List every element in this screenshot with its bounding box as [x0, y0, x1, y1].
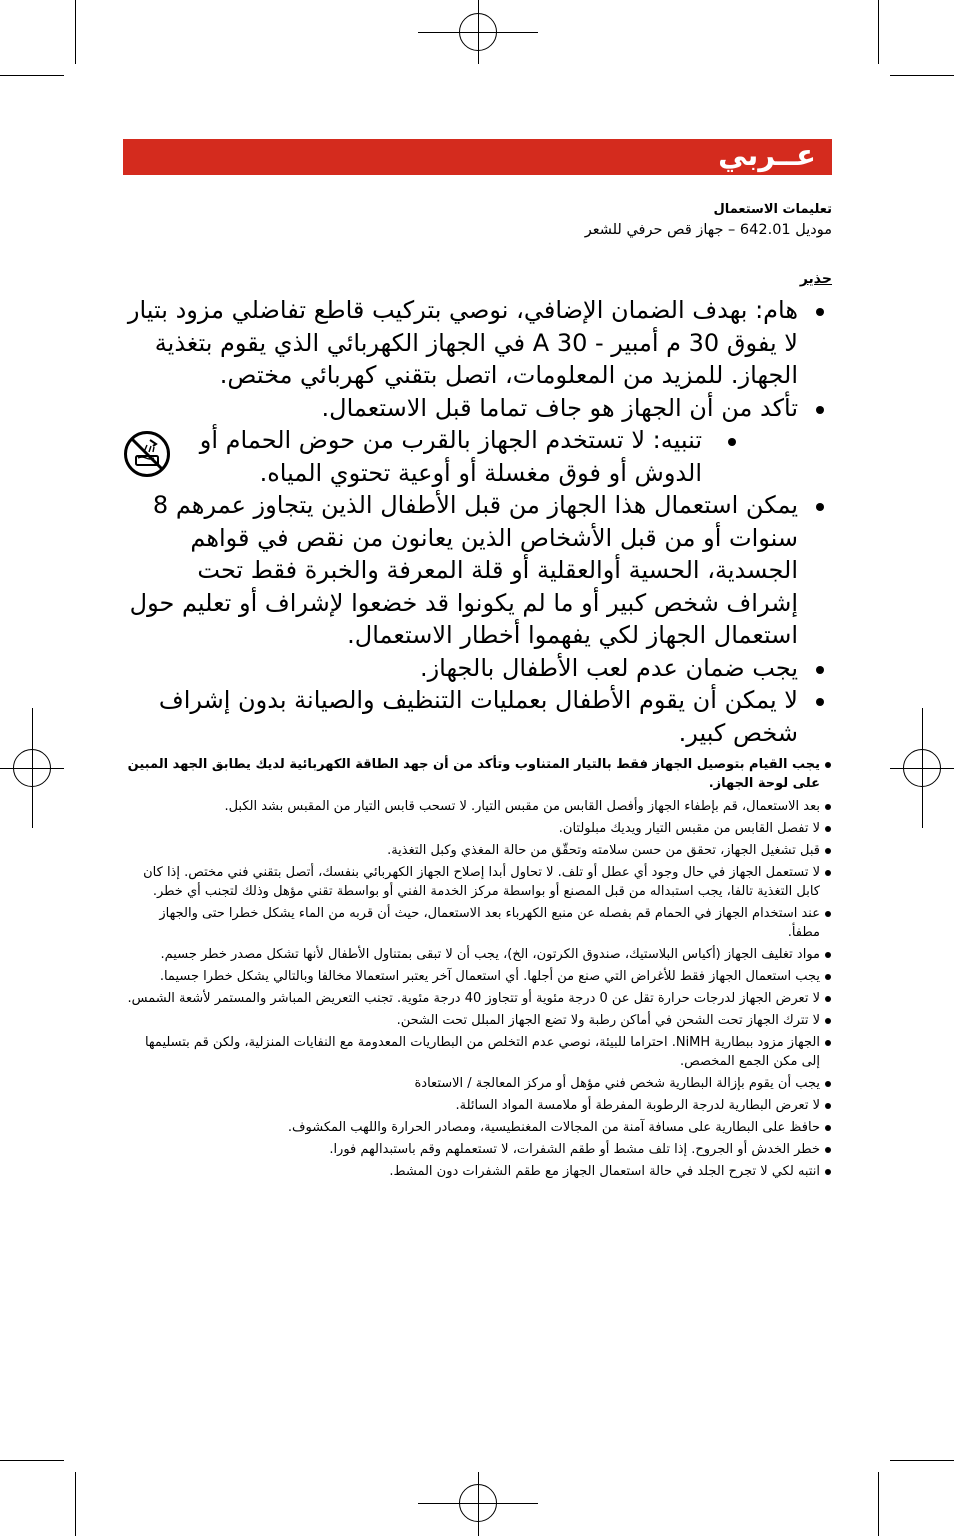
bullet: [825, 826, 831, 832]
list-item: لا تعرض البطارية لدرجة الرطوبة المفرطة أو ملامسة المواد السائلة.: [123, 1096, 832, 1115]
list-item: لا تعرض الجهاز لدرجات حرارة تقل عن 0 درجة مئوية أو تتجاوز 40 درجة مئوية. تجنب التعريض المباشر والمستمر لأشعة الشمس.: [123, 989, 832, 1008]
list-item: يمكن استعمال هذا الجهاز من قبل الأطفال الذين يتجاوز عمرهم 8 سنوات أو من قبل الأشخاص الذين يعانون من نقص في قواهم الجسدية، الحسية أوالعقلية أو قلة المعرفة والخبرة فقط تحت إشراف شخص كبير أو ما لم يكونوا قد خضعوا لإشراف أو تعليم حول استعمال الجهاز لكي يفهموا أخطار الاستعمال.: [123, 489, 832, 652]
list-item: يجب القيام بتوصيل الجهاز فقط بالتيار المتناوب وتأكد من أن جهد الطاقة الكهربائية لديك يطابق الجهد المبين على لوحة الجهاز.: [123, 755, 832, 793]
list-item: لا تترك الجهاز تحت الشحن في أماكن رطبة ولا تضع الجهاز المبلل تحت الشحن.: [123, 1011, 832, 1030]
bullet: [816, 308, 824, 316]
list-item: يجب استعمال الجهاز فقط للأغراض التي صنع من أجلها. أي استعمال آخر يعتبر استعمالا مخالفا وبالتالي يشكل خطرا جسيما.: [123, 967, 832, 986]
list-item: تأكد من أن الجهاز هو جاف تماما قبل الاستعمال.: [123, 392, 832, 425]
crop-mark: [878, 1472, 879, 1536]
list-item: عند استخدام الجهاز في الحمام قم بفصله عن منبع الكهرباء بعد الاستعمال، حيث أن قربه من الماء يشكل خطرا حتى والجهاز مطفأ.: [123, 904, 832, 942]
crop-mark: [75, 0, 76, 64]
bullet: [825, 974, 831, 980]
crop-mark: [0, 75, 64, 76]
list-item: هام: بهدف الضمان الإضافي، نوصي بتركيب قاطع تفاضلي مزود بتيار لا يفوق 30 م أمبير - A 30 في الجهاز الكهربائي الذي يقوم بتغذية الجهاز. للمزيد من المعلومات، اتصل بتقني كهربائي مختص.: [123, 294, 832, 392]
bullet: [825, 1147, 831, 1153]
list-item: لا تستعمل الجهاز في حال وجود أي عطل أو تلف. لا تحاول أبدا إصلاح الجهاز الكهربائي بنفسك، أتصل بتقني فني مختص. إذا كان كابل التغذية تالفا، يجب استبداله من قبل المصنع أو بواسطة مركز الخدمة الفني أو بواسطة تقني مؤهل وذلك لتجنب أي خطر.: [123, 863, 832, 901]
list-item: بعد الاستعمال، قم بإطفاء الجهاز وأفصل القابس من مقبس التيار. لا تسحب قابس التيار من المقبس بشد الكبل.: [123, 797, 832, 816]
manual-content: [123, 200, 832, 1184]
bullet: [825, 848, 831, 854]
warning-title: حذير: [799, 271, 832, 287]
bullet: [825, 1103, 831, 1109]
bullet: [728, 438, 736, 446]
list-item: خطر الخدش أو الجروح. إذا تلف مشط أو طقم الشفرات، لا تستعملهم وقم باستبدالهم فورا.: [123, 1140, 832, 1159]
bullet: [825, 1081, 831, 1087]
bullet: [825, 804, 831, 810]
bullet: [825, 911, 831, 917]
bullet: [816, 406, 824, 414]
bullet: [825, 952, 831, 958]
bullet: [816, 698, 824, 706]
no-shower-icon: [123, 430, 171, 478]
language-header-bar: [123, 139, 832, 175]
bullet: [825, 870, 831, 876]
bullet: [825, 1169, 831, 1175]
detail-warning-list: [123, 755, 832, 1181]
list-item: قبل تشغيل الجهاز، تحقق من حسن سلامته وتحقّق من حالة المغذي وكبل التغذية.: [123, 841, 832, 860]
list-item: يجب ضمان عدم لعب الأطفال بالجهاز.: [123, 652, 832, 685]
bullet: [825, 762, 831, 768]
bullet: [825, 1040, 831, 1046]
instructions-title: تعليمات الاستعمال: [713, 202, 832, 217]
list-item: لا تفصل القابس من مقبس التيار ويديك مبلولتان.: [123, 819, 832, 838]
main-warning-list: [123, 294, 832, 749]
list-item: يجب أن يقوم بإزالة البطارية شخص فني مؤهل أو مركز المعالجة / الاستعادة: [123, 1074, 832, 1093]
list-item: حافظ على البطارية على مسافة آمنة من المجالات المغنطيسية، ومصادر الحرارة واللهب المكشوف.: [123, 1118, 832, 1137]
list-item: انتبه لكي لا تجرح الجلد في حالة استعمال الجهاز مع طقم الشفرات دون المشط.: [123, 1162, 832, 1181]
model-line: موديل 642.01 – جهاز قص حرفي للشعر: [584, 222, 832, 238]
crop-mark: [878, 0, 879, 64]
bullet: [825, 1125, 831, 1131]
list-item: الجهاز مزود ببطارية NiMH. احتراما للبيئة، نوصي عدم التخلص من البطاريات المعدومة مع النفايات المنزلية، ولكن قم بتسليمها إلى مكن الجمع المخصص.: [123, 1033, 832, 1071]
bullet: [825, 996, 831, 1002]
bullet: [816, 503, 824, 511]
crop-mark: [890, 75, 954, 76]
crop-mark: [0, 1460, 64, 1461]
list-item: مواد تغليف الجهاز (أكياس البلاستيك، صندوق الكرتون، الخ)، يجب أن لا تبقى بمتناول الأطفال لأنها تشكل مصدر خطر جسيم.: [123, 945, 832, 964]
language-title: عــربي: [718, 137, 816, 172]
list-item-caution: تنبيه: لا تستخدم الجهاز بالقرب من حوض الحمام أو الدوش أو فوق مغسلة أو أوعية تحتوي المياه.: [123, 424, 832, 489]
bullet: [816, 666, 824, 674]
list-item: لا يمكن أن يقوم الأطفال بعمليات التنظيف والصيانة بدون إشراف شخص كبير.: [123, 684, 832, 749]
bullet: [825, 1018, 831, 1024]
crop-mark: [75, 1472, 76, 1536]
crop-mark: [890, 1460, 954, 1461]
